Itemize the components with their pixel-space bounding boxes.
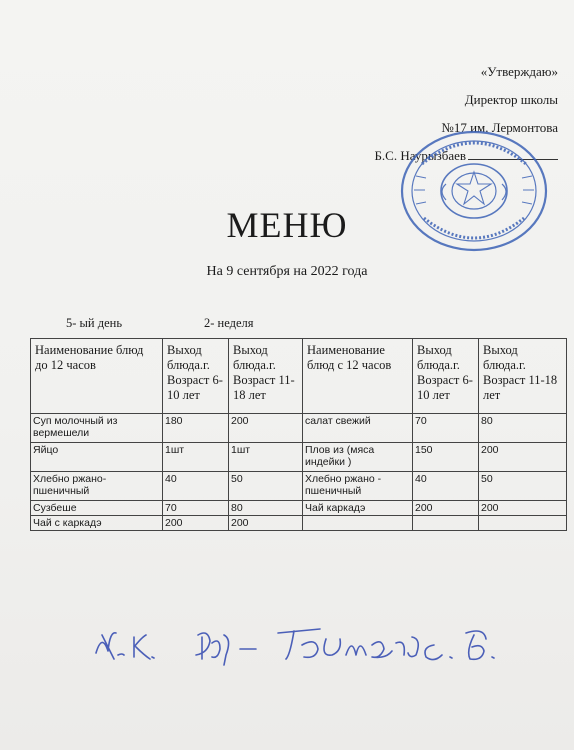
header-cell: Наименование блюд до 12 часов [31, 339, 163, 414]
header-cell: Выход блюда.г. Возраст 6-10 лет [163, 339, 229, 414]
table-cell: 50 [229, 472, 303, 501]
table-cell: Суп молочный из вермешели [31, 414, 163, 443]
table-cell: 1шт [229, 443, 303, 472]
table-row [31, 443, 567, 472]
table-header-row [31, 339, 567, 414]
table-cell: Хлебно ржано - пшеничный [303, 472, 413, 501]
table-cell: Хлебно ржано-пшеничный [31, 472, 163, 501]
table-cell: 1шт [163, 443, 229, 472]
header-cell: Наименование блюд с 12 часов [303, 339, 413, 414]
table-cell [479, 516, 567, 531]
table-row [31, 516, 567, 531]
handwritten-signature [90, 615, 560, 675]
table-cell: 200 [163, 516, 229, 531]
table-cell: 200 [479, 501, 567, 516]
page-title: МЕНЮ [226, 205, 348, 245]
menu-table [30, 338, 567, 531]
table-cell: Плов из (мяса индейки ) [303, 443, 413, 472]
table-cell [303, 516, 413, 531]
table-cell: 40 [413, 472, 479, 501]
table-cell: 200 [413, 501, 479, 516]
table-cell: 200 [229, 516, 303, 531]
table-cell: 40 [163, 472, 229, 501]
approval-line-2: Директор школы [464, 92, 558, 107]
approval-line-3: №17 им. Лермонтова [441, 120, 558, 135]
header-cell: Выход блюда.г. Возраст 11-18 лет [229, 339, 303, 414]
table-cell: 80 [479, 414, 567, 443]
table-cell: Сузбеше [31, 501, 163, 516]
header-cell: Выход блюда.г. Возраст 11-18 лет [479, 339, 567, 414]
table-row [31, 472, 567, 501]
director-name: Б.С. Наурызбаев [374, 148, 466, 163]
approval-line-1: «Утверждаю» [480, 64, 558, 79]
table-cell: Яйцо [31, 443, 163, 472]
table-cell: 80 [229, 501, 303, 516]
table-cell: 200 [479, 443, 567, 472]
table-cell: Чай каркадэ [303, 501, 413, 516]
table-cell: салат свежий [303, 414, 413, 443]
table-cell: Чай с каркадэ [31, 516, 163, 531]
table-row [31, 501, 567, 516]
page-subtitle: На 9 сентября на 2022 года [206, 264, 368, 279]
table-cell: 70 [413, 414, 479, 443]
table-cell: 150 [413, 443, 479, 472]
header-cell: Выход блюда.г. Возраст 6-10 лет [413, 339, 479, 414]
table-cell: 200 [229, 414, 303, 443]
day-label: 5- ый день [66, 316, 123, 330]
week-label: 2- неделя [204, 316, 254, 330]
table-cell: 180 [163, 414, 229, 443]
table-row [31, 414, 567, 443]
table-cell: 70 [163, 501, 229, 516]
table-cell: 50 [479, 472, 567, 501]
table-cell [413, 516, 479, 531]
